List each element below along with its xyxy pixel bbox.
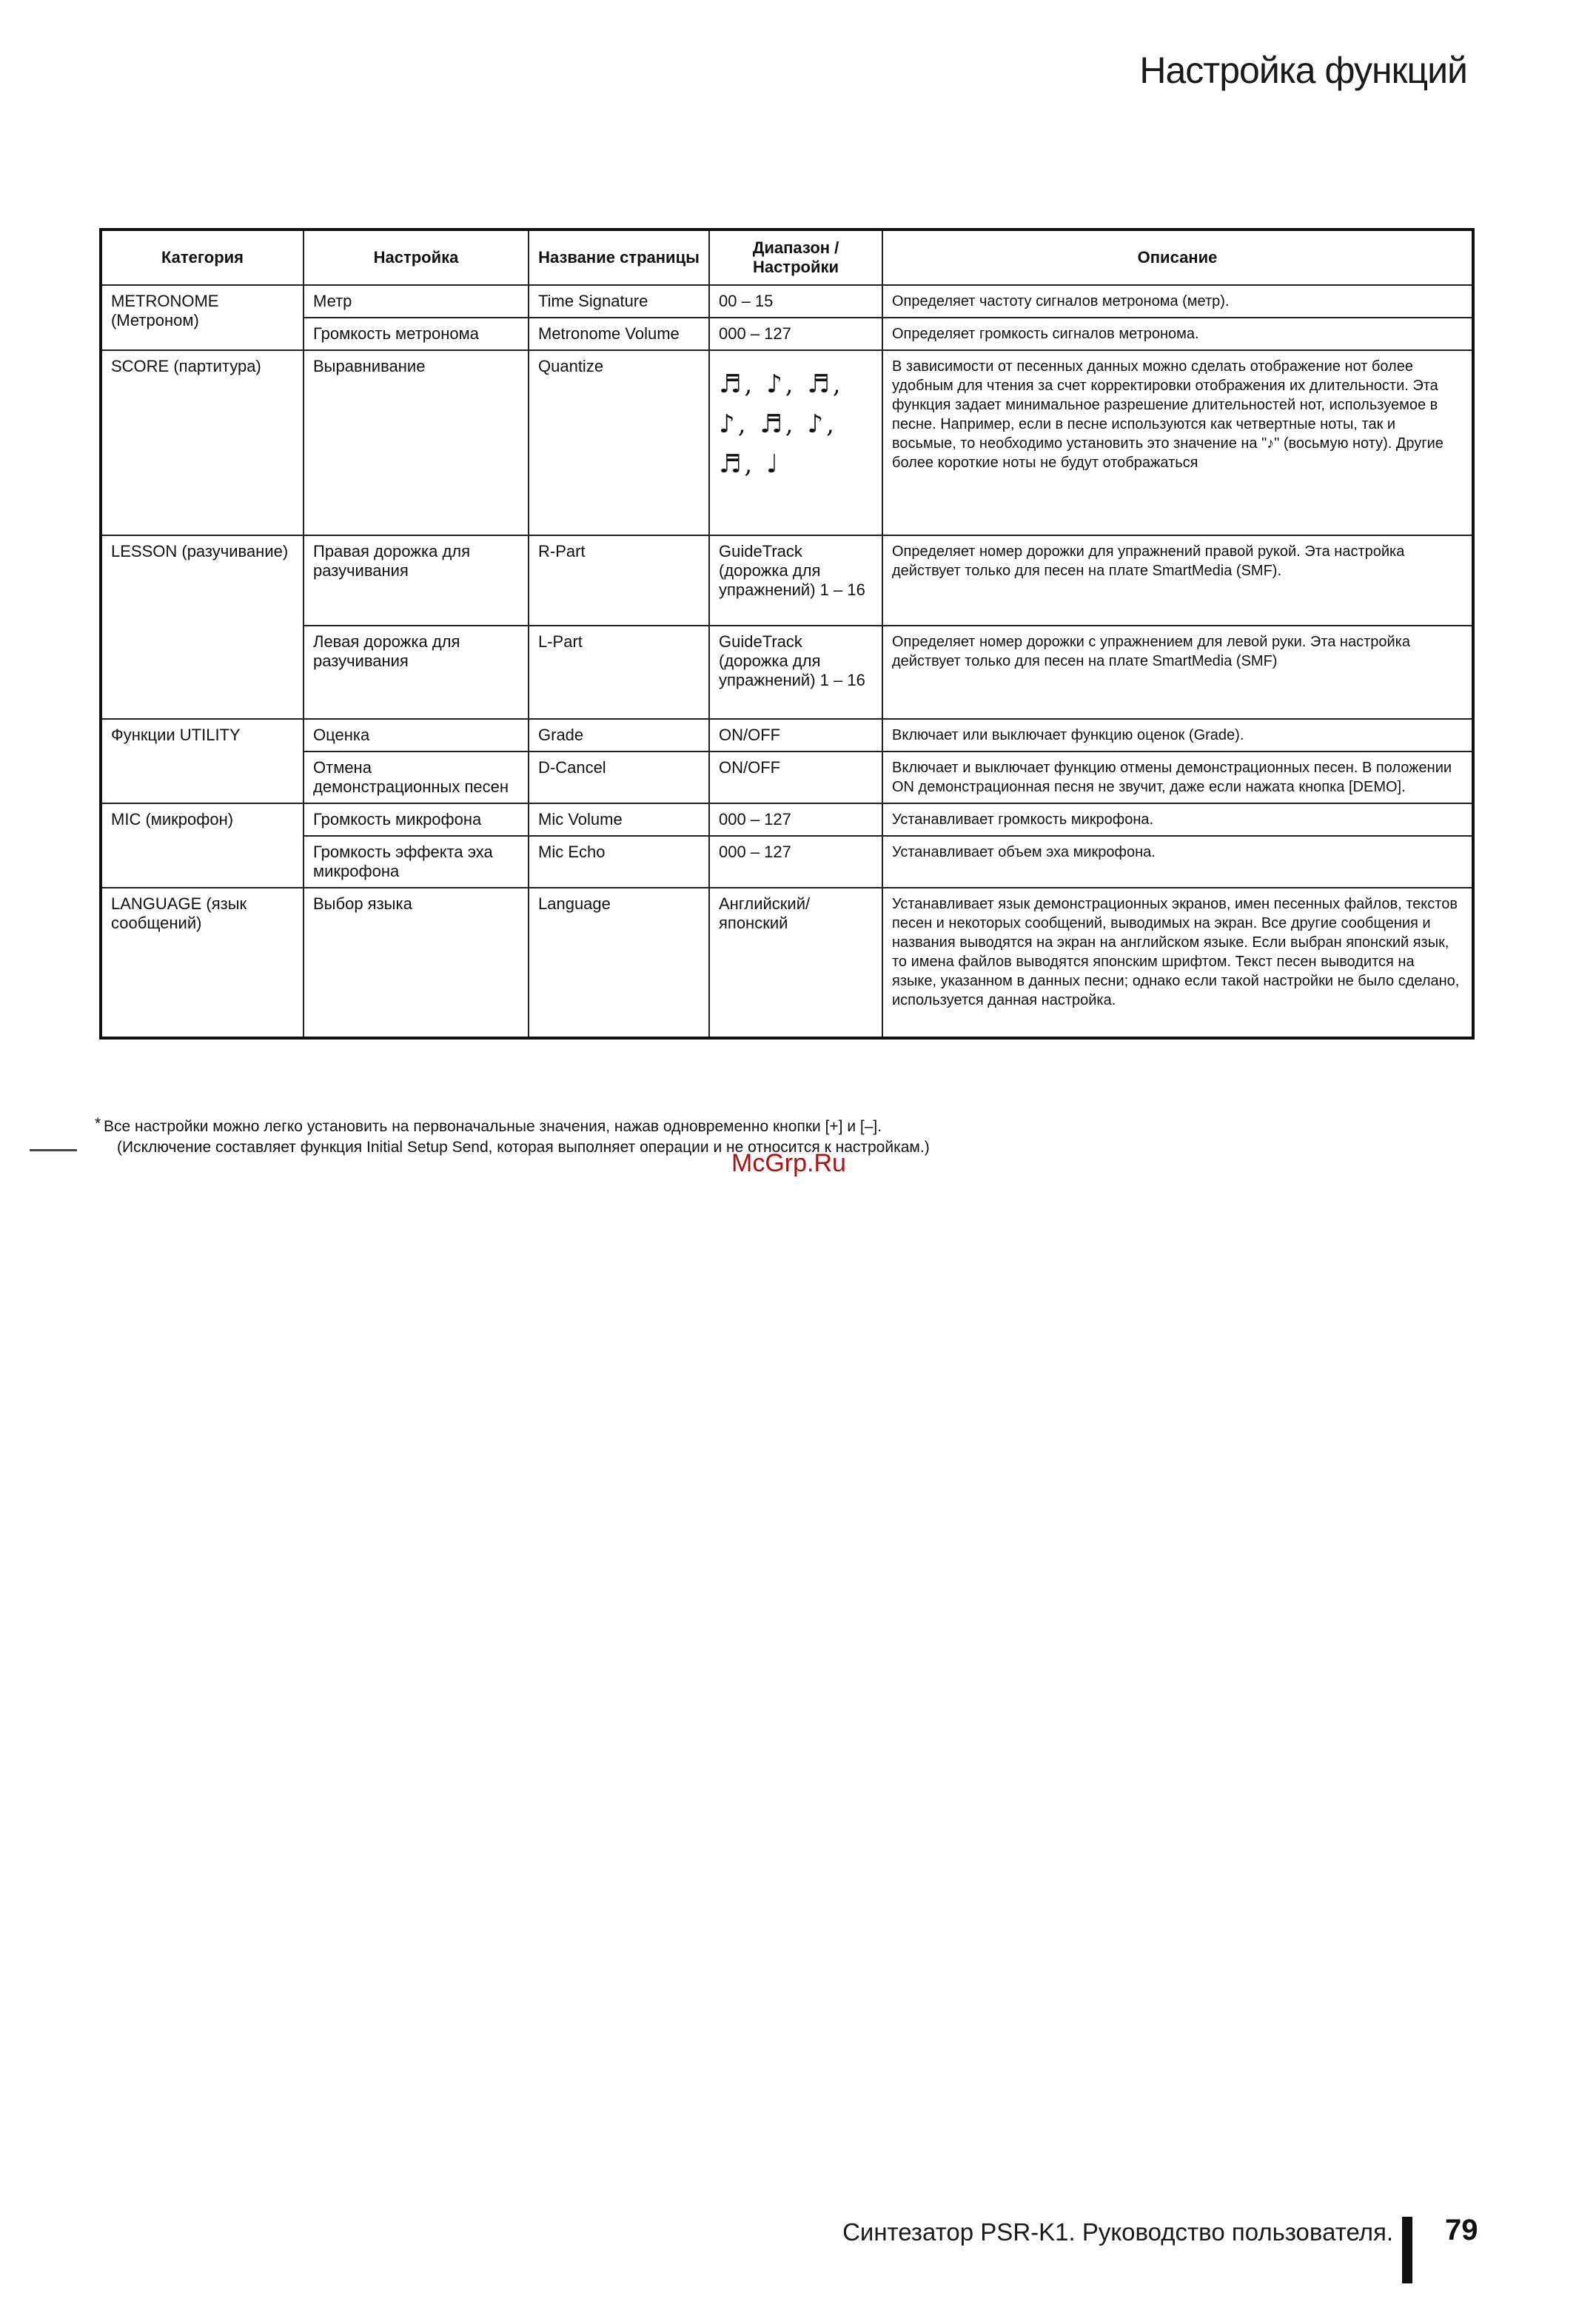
setting-cell: Метр	[304, 285, 529, 318]
description-cell: Определяет номер дорожки с упражнением для левой руки. Эта настройка действует только для песен на плате SmartMedia (SMF)	[882, 626, 1473, 719]
table-row	[101, 752, 1473, 803]
range-cell: GuideTrack (дорожка для упражнений) 1 – 16	[709, 626, 882, 719]
description-cell: Определяет громкость сигналов метронома.	[882, 318, 1473, 350]
description-cell: Включает или выключает функцию оценок (Grade).	[882, 719, 1473, 752]
table-row	[101, 719, 1473, 752]
description-cell: Устанавливает громкость микрофона.	[882, 803, 1473, 836]
category-cell: METRONOME (Метроном)	[101, 285, 304, 350]
setting-cell: Выбор языка	[304, 888, 529, 1038]
setting-cell: Громкость метронома	[304, 318, 529, 350]
description-cell: Включает и выключает функцию отмены демонстрационных песен. В положении ON демонстрационная песня не звучит, даже если нажата кнопка [DEMO].	[882, 752, 1473, 803]
setting-cell: Громкость микрофона	[304, 803, 529, 836]
setting-cell: Выравнивание	[304, 350, 529, 535]
range-cell: 00 – 15	[709, 285, 882, 318]
column-header: Название страницы	[529, 230, 709, 285]
column-header: Категория	[101, 230, 304, 285]
page-name-cell: Quantize	[529, 350, 709, 535]
table-row	[101, 888, 1473, 1038]
range-cell: 000 – 127	[709, 803, 882, 836]
description-cell: Определяет частоту сигналов метронома (метр).	[882, 285, 1473, 318]
page-name-cell: Mic Echo	[529, 836, 709, 888]
column-header: Диапазон / Настройки	[709, 230, 882, 285]
page-name-cell: Grade	[529, 719, 709, 752]
watermark: McGrp.Ru	[731, 1149, 846, 1177]
table-row	[101, 535, 1473, 626]
description-cell: Устанавливает объем эха микрофона.	[882, 836, 1473, 888]
footnote-asterisk: *	[95, 1115, 101, 1132]
note-values-icon: ♬, ♪, ♬, ♪, ♬, ♪, ♬, ♩	[719, 369, 844, 479]
category-cell: Функции UTILITY	[101, 719, 304, 803]
range-cell: ON/OFF	[709, 719, 882, 752]
page-name-cell: Language	[529, 888, 709, 1038]
setting-cell: Громкость эффекта эха микрофона	[304, 836, 529, 888]
page-name-cell: L-Part	[529, 626, 709, 719]
description-cell: В зависимости от песенных данных можно сделать отображение нот более удобным для чтения за счет корректировки отображения их длительности. Эта функция задает минимальное разрешение длительностей нот, используемое в песне. Например, если в песне используются как четвертные ноты, так и восьмые, то необходимо установить это значение на "♪" (восьмую ноту). Другие более короткие ноты не будут отображаться	[882, 350, 1473, 535]
page-name-cell: Mic Volume	[529, 803, 709, 836]
table-row	[101, 318, 1473, 350]
range-cell: 000 – 127	[709, 318, 882, 350]
page-name-cell: Metronome Volume	[529, 318, 709, 350]
range-cell: GuideTrack (дорожка для упражнений) 1 – 16	[709, 535, 882, 626]
table-row	[101, 836, 1473, 888]
setting-cell: Оценка	[304, 719, 529, 752]
column-header: Настройка	[304, 230, 529, 285]
setting-cell: Правая дорожка для разучивания	[304, 535, 529, 626]
footnote-line-1: Все настройки можно легко установить на первоначальные значения, нажав одновременно кнопки [+] и [–].	[104, 1118, 882, 1135]
function-settings-table	[99, 228, 1475, 1040]
category-cell: MIC (микрофон)	[101, 803, 304, 888]
footer-bar	[1402, 2217, 1412, 2283]
page-name-cell: Time Signature	[529, 285, 709, 318]
category-cell: LESSON (разучивание)	[101, 535, 304, 719]
table-row	[101, 803, 1473, 836]
description-cell: Устанавливает язык демонстрационных экранов, имен песенных файлов, текстов песен и некоторых сообщений, выводимых на экран. Все другие сообщения и названия выводятся на экран на английском языке. Если выбран японский язык, то имена файлов выводятся японским шрифтом. Текст песен выводится на языке, указанном в данных песни; однако если такой настройки не было сделано, используется данная настройка.	[882, 888, 1473, 1038]
page-name-cell: R-Part	[529, 535, 709, 626]
footer-title: Синтезатор PSR-K1. Руководство пользователя.	[842, 2218, 1393, 2246]
category-cell: LANGUAGE (язык сообщений)	[101, 888, 304, 1038]
page-number: 79	[1445, 2214, 1478, 2246]
description-cell: Определяет номер дорожки для упражнений правой рукой. Эта настройка действует только для песен на плате SmartMedia (SMF).	[882, 535, 1473, 626]
setting-cell: Отмена демонстрационных песен	[304, 752, 529, 803]
page-title: Настройка функций	[1139, 50, 1467, 91]
page-name-cell: D-Cancel	[529, 752, 709, 803]
setting-cell: Левая дорожка для разучивания	[304, 626, 529, 719]
range-cell	[709, 350, 882, 535]
range-cell: 000 – 127	[709, 836, 882, 888]
table-header-row	[101, 230, 1473, 285]
table-row	[101, 626, 1473, 719]
column-header: Описание	[882, 230, 1473, 285]
footnote-line-2: (Исключение составляет функция Initial Setup Send, которая выполняет операции и не относится к настройкам.)	[117, 1139, 930, 1156]
range-cell: Английский/ японский	[709, 888, 882, 1038]
table-row	[101, 350, 1473, 535]
table-row	[101, 285, 1473, 318]
scan-mark	[30, 1149, 77, 1151]
category-cell: SCORE (партитура)	[101, 350, 304, 535]
range-cell: ON/OFF	[709, 752, 882, 803]
